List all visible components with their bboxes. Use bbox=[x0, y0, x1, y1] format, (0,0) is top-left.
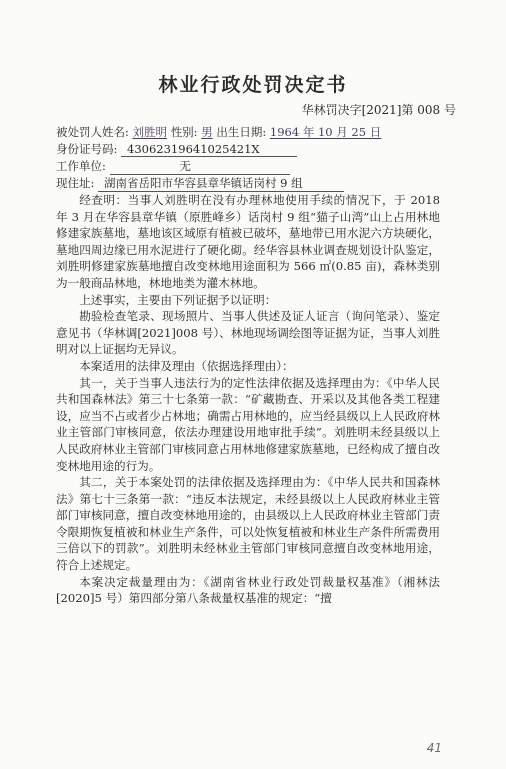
gender-label: 性别: bbox=[170, 125, 198, 139]
name-value: 刘胜明 bbox=[132, 125, 168, 139]
address-value: 湖南省岳阳市华容县章华镇话岗村 9 组 bbox=[98, 175, 344, 192]
paragraph-law-1: 其一，关于当事人违法行为的定性法律依据及选择理由为：《中华人民共和国森林法》第三十七条第一款：“矿藏勘查、开采以及其他各类工程建设，应当不占或者少占林地；确需占用林地的，应当经县级以上人民政府林业主管部门审核同意，依法办理建设用地审批手续”。刘胜明未经县级以上人民政府林业主管部门审核同意占用林地修建家族墓地，已经构成了擅自改变林地用途的行为。 bbox=[56, 375, 440, 473]
document-number: 华林罚决字[2021]第 008 号 bbox=[301, 103, 456, 117]
name-label: 被处罚人姓名: bbox=[56, 125, 129, 139]
employer-value: 无 bbox=[110, 158, 290, 175]
address-label: 现住址: bbox=[56, 176, 95, 190]
page-number: 41 bbox=[426, 741, 442, 755]
employer-label: 工作单位: bbox=[56, 159, 106, 173]
document-title: 林业行政处罚决定书 bbox=[158, 74, 348, 96]
paragraph-law-intro: 本案适用的法律及理由（依据选择理由）： bbox=[79, 358, 294, 373]
id-value: 43062319641025421X bbox=[121, 142, 297, 157]
party-line-4 bbox=[56, 175, 344, 192]
document-body bbox=[56, 192, 440, 607]
paragraph-evidence-intro: 上述事实，主要由下列证据予以证明： bbox=[79, 292, 277, 307]
birth-label: 出生日期: bbox=[216, 125, 267, 139]
paragraph-findings: 经查明：当事人刘胜明在没有办理林地使用手续的情况下，于 2018 年 3 月在华容县章华镇（原胜峰乡）话岗村 9 组“猫子山湾”山上占用林地修建家族墓地，墓地该区域原有植被已破坏，墓地带已用水泥六方块硬化，墓地四周边缘已用水泥进行了硬化砌。经华容县林业调查规划设计队鉴定，刘胜明修建家族墓地擅自改变林地用途面积为 566 ㎡(0.85 亩)，森林类别为一般商品林地，林地地类为灌木林地。 bbox=[56, 193, 440, 290]
paragraph-discretion: 本案决定裁量理由为：《湖南省林业行政处罚裁量权基准》（湘林法[2020]5 号）第四部分第八条裁量权基准的规定：“擅 bbox=[56, 574, 440, 606]
party-line-2 bbox=[56, 141, 297, 157]
birth-value: 1964 年 10 月 25 日 bbox=[269, 125, 382, 139]
id-label: 身份证号码: bbox=[56, 142, 118, 156]
paragraph-evidence: 勘验检查笔录、现场照片、当事人供述及证人证言（询问笔录）、鉴定意见书（华林调[2021]008 号）、林地现场调绘图等证据为证，当事人刘胜明对以上证据均无异议。 bbox=[56, 309, 440, 357]
party-line-1 bbox=[56, 124, 381, 140]
party-line-3 bbox=[56, 158, 290, 175]
paragraph-law-2: 其二，关于本案处罚的法律依据及选择理由为：《中华人民共和国森林法》第七十三条第一款：“违反本法规定，未经县级以上人民政府林业主管部门审核同意，擅自改变林地用途的，由县级以上人民政府林业主管部门责令限期恢复植被和林业生产条件，可以处恢复植被和林业生产条件所需费用三倍以下的罚款”。刘胜明未经林业主管部门审核同意擅自改变林地用途，符合上述规定。 bbox=[56, 475, 440, 573]
gender-value: 男 bbox=[201, 125, 213, 139]
